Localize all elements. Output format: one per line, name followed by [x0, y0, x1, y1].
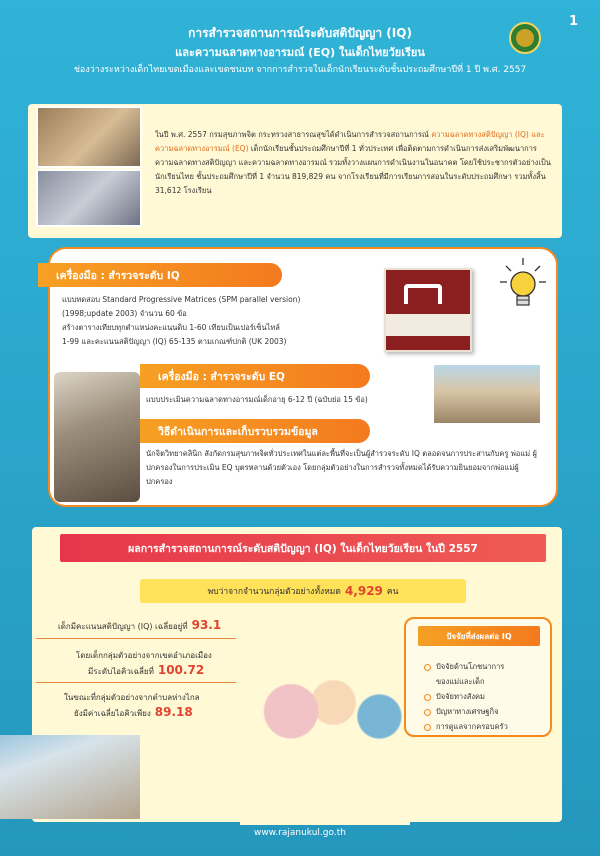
intro-paragraph — [155, 128, 553, 198]
eq-tool-heading: เครื่องมือ : สำรวจระดับ EQ — [140, 364, 370, 388]
rural-iq-label-1: ในขณะที่กลุ่มตัวอย่างจากตำบลห่างไกล — [64, 693, 200, 702]
average-iq-label: เด็กมีคะแนนสติปัญญา (IQ) เฉลี่ยอยู่ที่ — [58, 622, 188, 631]
children-reading-photo — [240, 650, 410, 825]
eq-tool-description: แบบประเมินความฉลาดทางอารมณ์เด็กอายุ 6-12 ปี (ฉบับย่อ 15 ข้อ) — [146, 395, 368, 404]
seal-emblem-icon — [516, 29, 534, 47]
sample-unit: คน — [386, 587, 399, 597]
sample-size-bar — [140, 579, 466, 603]
iq-line: 1-99 และคะแนนสติปัญญา (IQ) 65-135 ตามเกณฑ์ปกติ (UK 2003) — [62, 337, 287, 346]
lunch-classroom-photo — [0, 735, 140, 819]
intro-text-part2: เด็กนักเรียนชั้นประถมศึกษาปีที่ 1 ทั่วประเทศ เพื่อติดตามการดำเนินการส่งเสริมพัฒนาการ ความฉลาดทางสติปัญญา และความฉลาดทางอารมณ์ รวมทั้งวางแผนการดำเนินงานในอนาคต โดยใช้ประชากรตัวอย่างเป็นนักเรียนไทย ชั้นประถมศึกษาปีที่ 1 จำนวน 819,829 คน จากโรงเรียนที่มีการเรียนการสอนในระดับประถมศึกษา รวมทั้งสิ้น 31,612 โรงเรียน — [155, 144, 551, 195]
rural-iq-value: 89.18 — [154, 705, 193, 719]
page-subtitle: ช่องว่างระหว่างเด็กไทยเขตเมืองและเขตชนบท จากการสำรวจในเด็กนักเรียนระดับชั้นประถมศึกษาปีที่ 1 ปี พ.ศ. 2557 — [73, 65, 527, 75]
divider — [36, 638, 236, 639]
page-title-line2: และความฉลาดทางอารมณ์ (EQ) ในเด็กไทยวัยเรียน — [175, 46, 425, 59]
method-heading: วิธีดำเนินการและเก็บรวบรวมข้อมูล — [140, 419, 370, 443]
intro-text-part1: ในปี พ.ศ. 2557 กรมสุขภาพจิต กระทรวงสาธารณสุขได้ดำเนินการสำรวจสถานการณ์ — [155, 130, 432, 139]
results-banner: ผลการสำรวจสถานการณ์ระดับสติปัญญา (IQ) ในเด็กไทยวัยเรียน ในปี 2557 — [60, 534, 546, 562]
method-description: นักจิตวิทยาคลินิก สังกัดกรมสุขภาพจิตทั่วประเทศในแต่ละพื้นที่จะเป็นผู้สำรวจระดับ IQ ตลอดจนการประสานกับครู พ่อแม่ ผู้ปกครองในการประเมิน EQ บุตรหลานด้วยตัวเอง โดยกลุ่มตัวอย่างในการสำรวจทั้งหมดได้รับความยินยอมจากพ่อแม่ผู้ปกครอง — [146, 449, 537, 486]
factor-item: การดูแลจากครอบครัว — [424, 720, 544, 733]
average-iq-stat — [58, 618, 221, 633]
iq-line: สร้างตารางเทียบทุกตำแหน่งคะแนนดิบ 1-60 เทียบเป็นเปอร์เซ็นไทล์ — [62, 323, 280, 332]
iq-tool-heading: เครื่องมือ : สำรวจระดับ IQ — [38, 263, 282, 287]
urban-iq-stat — [76, 648, 212, 679]
iq-line: แบบทดสอบ Standard Progressive Matrices (SPM parallel version) — [62, 295, 301, 304]
classroom-photo — [36, 169, 142, 227]
urban-iq-label-2: มีระดับไอคิวเฉลี่ยที่ — [88, 667, 154, 676]
intro-highlight: ความฉลาดทางสติปัญญา (IQ) และความฉลาดทางอารมณ์ (EQ) — [155, 130, 545, 153]
rural-iq-stat — [64, 690, 200, 721]
spm-test-book-image — [384, 268, 472, 352]
department-seal-logo — [509, 22, 541, 54]
iq-line: (1998;update 2003) จำนวน 60 ข้อ — [62, 309, 187, 318]
urban-iq-value: 100.72 — [157, 663, 205, 677]
children-photo — [36, 106, 142, 168]
students-group-photo — [432, 363, 542, 425]
divider — [36, 682, 236, 683]
factors-title: ปัจจัยที่ส่งผลต่อ IQ — [418, 626, 540, 646]
lightbulb-icon — [496, 256, 550, 316]
factors-list — [424, 660, 544, 735]
page-title-line1: การสำรวจสถานการณ์ระดับสติปัญญา (IQ) — [188, 26, 412, 40]
rural-iq-label-2: ยังมีค่าเฉลี่ยไอคิวเพียง — [74, 709, 151, 718]
average-iq-value: 93.1 — [191, 618, 222, 632]
page-number: 1 — [568, 14, 578, 29]
test-session-photo — [54, 372, 140, 502]
factor-item: ของแม่และเด็ก — [436, 677, 485, 686]
sample-value: 4,929 — [344, 584, 383, 598]
sample-prefix: พบว่าจากจำนวนกลุ่มตัวอย่างทั้งหมด — [207, 587, 341, 597]
factor-item: ปัจจัยทางสังคม — [424, 690, 544, 703]
factor-item: ปัญหาทางเศรษฐกิจ — [424, 705, 544, 718]
footer-url[interactable]: www.rajanukul.go.th — [254, 828, 346, 838]
urban-iq-label-1: โดยเด็กกลุ่มตัวอย่างจากเขตอำเภอเมือง — [76, 651, 212, 660]
iq-tool-description — [62, 293, 372, 349]
factor-item: ปัจจัยด้านโภชนาการ — [424, 660, 544, 673]
